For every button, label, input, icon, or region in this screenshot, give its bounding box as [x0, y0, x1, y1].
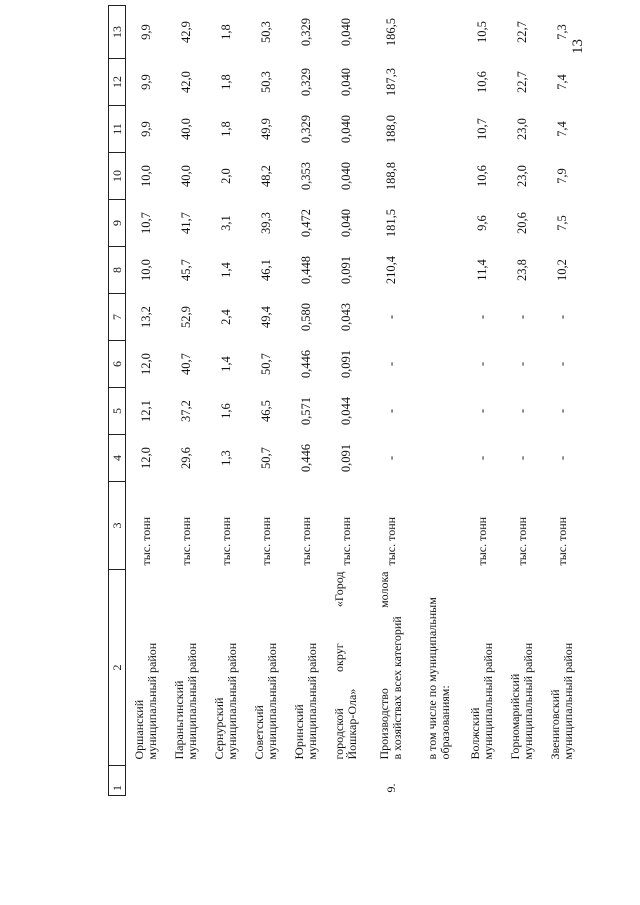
value-cell: 50,7 — [258, 447, 273, 469]
row-name-line1: Параньгинский — [172, 680, 186, 760]
unit-cell — [416, 482, 462, 570]
row-name-cell — [542, 570, 582, 766]
value-cell: 42,9 — [178, 21, 193, 43]
value-cell — [416, 341, 462, 388]
value-cell — [416, 200, 462, 247]
row-name-line2: муниципальный район — [185, 642, 199, 760]
value-cell: 0,040 — [338, 114, 353, 144]
value-cell: 10,5 — [474, 21, 489, 43]
row-name-line2: муниципальный район — [481, 642, 495, 760]
value-cell: 0,448 — [298, 255, 313, 285]
value-cell: 23,8 — [514, 259, 529, 281]
row-name-line2: муниципальный район — [305, 642, 319, 760]
value-cell: 10,7 — [474, 118, 489, 140]
value-cell: - — [554, 408, 569, 414]
value-cell: 210,4 — [383, 255, 398, 285]
value-cell: 187,3 — [383, 67, 398, 97]
row-name-cell — [126, 570, 167, 766]
value-cell: - — [474, 455, 489, 461]
value-cell: 40,0 — [178, 165, 193, 187]
row-name-line1: Звениговский — [548, 689, 562, 760]
value-cell: 11,4 — [474, 259, 489, 281]
value-cell: - — [514, 455, 529, 461]
value-cell: 39,3 — [258, 212, 273, 234]
value-cell: 3,1 — [218, 215, 233, 231]
value-cell: 10,7 — [138, 212, 153, 234]
value-cell: - — [383, 408, 398, 414]
header-cell: 7 — [109, 294, 126, 341]
value-cell: 0,040 — [338, 161, 353, 191]
row-name-cell — [206, 570, 246, 766]
header-row — [109, 6, 126, 796]
row-index-cell — [286, 766, 326, 796]
value-cell: 7,3 — [554, 24, 569, 40]
row-name-line1: Волжский — [468, 707, 482, 760]
row-name-cell — [246, 570, 286, 766]
value-cell: 50,3 — [258, 21, 273, 43]
header-cell: 3 — [109, 482, 126, 570]
row-name-cell — [366, 570, 416, 766]
value-cell: 9,6 — [474, 215, 489, 231]
value-cell: - — [383, 361, 398, 367]
row-index-cell — [462, 766, 502, 796]
value-cell: 52,9 — [178, 306, 193, 328]
value-cell: 10,0 — [138, 259, 153, 281]
value-cell: 46,5 — [258, 400, 273, 422]
value-cell: 2,4 — [218, 309, 233, 325]
table-row — [502, 6, 542, 796]
value-cell: 0,040 — [338, 67, 353, 97]
value-cell: 9,9 — [138, 24, 153, 40]
value-cell — [416, 6, 462, 59]
value-cell — [416, 59, 462, 106]
value-cell: 181,5 — [383, 208, 398, 238]
value-cell: 1,3 — [218, 450, 233, 466]
value-cell — [416, 106, 462, 153]
value-cell: 48,2 — [258, 165, 273, 187]
value-cell: 7,9 — [554, 168, 569, 184]
header-cell: 13 — [109, 6, 126, 59]
row-name-cell — [416, 570, 462, 766]
value-cell: 50,3 — [258, 71, 273, 93]
value-cell: 2,0 — [218, 168, 233, 184]
header-cell: 8 — [109, 247, 126, 294]
unit-cell: тыс. тонн — [383, 516, 398, 566]
table-body — [126, 6, 583, 796]
unit-cell: тыс. тонн — [474, 516, 489, 566]
value-cell: - — [474, 361, 489, 367]
value-cell: 0,329 — [298, 67, 313, 97]
value-cell — [416, 153, 462, 200]
row-index-cell — [126, 766, 167, 796]
value-cell: 10,2 — [554, 259, 569, 281]
value-cell: 1,4 — [218, 262, 233, 278]
value-cell: 188,0 — [383, 114, 398, 144]
value-cell — [416, 435, 462, 482]
header-cell: 1 — [109, 766, 126, 796]
value-cell: 20,6 — [514, 212, 529, 234]
value-cell: 1,4 — [218, 356, 233, 372]
value-cell: 1,6 — [218, 403, 233, 419]
value-cell: 42,0 — [178, 71, 193, 93]
unit-cell: тыс. тонн — [338, 516, 353, 566]
row-name-line2: муниципальный район — [561, 642, 575, 760]
value-cell: 37,2 — [178, 400, 193, 422]
value-cell: 10,0 — [138, 165, 153, 187]
rotated-table-wrapper — [108, 6, 575, 796]
unit-cell: тыс. тонн — [218, 516, 233, 566]
value-cell: 0,446 — [298, 349, 313, 379]
row-name-word: Производство — [377, 688, 391, 760]
value-cell: 46,1 — [258, 259, 273, 281]
value-cell: 0,091 — [338, 443, 353, 473]
unit-cell: тыс. тонн — [554, 516, 569, 566]
row-name-cell — [326, 570, 366, 766]
value-cell: 0,091 — [338, 349, 353, 379]
table-row — [326, 6, 366, 796]
value-cell: 0,571 — [298, 396, 313, 426]
value-cell: 13,2 — [138, 306, 153, 328]
value-cell: 23,0 — [514, 118, 529, 140]
unit-cell: тыс. тонн — [514, 516, 529, 566]
row-index-cell — [246, 766, 286, 796]
unit-cell: тыс. тонн — [178, 516, 193, 566]
unit-cell: тыс. тонн — [138, 516, 153, 566]
row-name-word: «Город — [332, 571, 346, 608]
row-name-line2: Йошкар-Ола» — [345, 688, 359, 760]
row-name-line2: в хозяйствах всех категорий — [390, 616, 404, 760]
row-name-cell — [502, 570, 542, 766]
header-cell: 11 — [109, 106, 126, 153]
value-cell: 41,7 — [178, 212, 193, 234]
value-cell: 188,8 — [383, 161, 398, 191]
value-cell: 23,0 — [514, 165, 529, 187]
value-cell: 7,5 — [554, 215, 569, 231]
value-cell: 12,1 — [138, 400, 153, 422]
value-cell: - — [554, 455, 569, 461]
row-index-cell — [326, 766, 366, 796]
header-cell: 2 — [109, 570, 126, 766]
row-index-cell — [416, 766, 462, 796]
table-row — [246, 6, 286, 796]
value-cell: 0,040 — [338, 208, 353, 238]
value-cell: 7,4 — [554, 121, 569, 137]
value-cell: 10,6 — [474, 71, 489, 93]
value-cell: 12,0 — [138, 447, 153, 469]
value-cell: 1,8 — [218, 121, 233, 137]
row-name-line1: Оршанский — [132, 699, 146, 760]
header-cell: 5 — [109, 388, 126, 435]
value-cell: 0,446 — [298, 443, 313, 473]
row-name-word: округ — [332, 643, 346, 672]
value-cell: 40,0 — [178, 118, 193, 140]
table-row — [462, 6, 502, 796]
value-cell: 50,7 — [258, 353, 273, 375]
value-cell: 29,6 — [178, 447, 193, 469]
value-cell: - — [514, 361, 529, 367]
row-index-cell — [502, 766, 542, 796]
value-cell: 0,040 — [338, 17, 353, 47]
value-cell — [416, 247, 462, 294]
value-cell: - — [474, 408, 489, 414]
value-cell: 10,6 — [474, 165, 489, 187]
table-row — [416, 6, 462, 796]
value-cell: 22,7 — [514, 21, 529, 43]
value-cell — [416, 388, 462, 435]
row-name-line1: Советский — [252, 705, 266, 760]
row-name-line1: в том числе по муниципальным — [425, 597, 439, 760]
header-cell: 6 — [109, 341, 126, 388]
table-row — [366, 6, 416, 796]
row-index-cell — [166, 766, 206, 796]
value-cell: - — [514, 408, 529, 414]
value-cell: 22,7 — [514, 71, 529, 93]
table-row — [286, 6, 326, 796]
value-cell: 1,8 — [218, 24, 233, 40]
value-cell: 12,0 — [138, 353, 153, 375]
header-cell: 4 — [109, 435, 126, 482]
unit-cell: тыс. тонн — [298, 516, 313, 566]
table-row — [206, 6, 246, 796]
row-name-line2: муниципальный район — [145, 642, 159, 760]
unit-cell: тыс. тонн — [258, 516, 273, 566]
row-index-cell: 9. — [383, 783, 398, 793]
value-cell: 0,329 — [298, 17, 313, 47]
value-cell: 0,043 — [338, 302, 353, 332]
page-number: 13 — [570, 39, 586, 54]
value-cell: 0,472 — [298, 208, 313, 238]
row-name-word: городской — [332, 708, 346, 760]
value-cell: 0,353 — [298, 161, 313, 191]
header-cell: 12 — [109, 59, 126, 106]
table-row — [542, 6, 582, 796]
value-cell: 9,9 — [138, 121, 153, 137]
data-table — [108, 5, 582, 796]
row-name-cell — [166, 570, 206, 766]
row-index-cell — [542, 766, 582, 796]
value-cell: - — [514, 314, 529, 320]
row-name-line2: муниципальный район — [521, 642, 535, 760]
value-cell: 0,329 — [298, 114, 313, 144]
value-cell: 186,5 — [383, 17, 398, 47]
row-name-line2: муниципальный район — [225, 642, 239, 760]
value-cell: 9,9 — [138, 74, 153, 90]
value-cell: 0,091 — [338, 255, 353, 285]
row-name-cell — [462, 570, 502, 766]
value-cell: - — [383, 314, 398, 320]
value-cell: - — [383, 455, 398, 461]
table-row — [166, 6, 206, 796]
value-cell: 1,8 — [218, 74, 233, 90]
value-cell: - — [474, 314, 489, 320]
table-row — [126, 6, 167, 796]
row-name-cell — [286, 570, 326, 766]
row-name-line1: Сернурский — [212, 697, 226, 760]
value-cell: - — [554, 314, 569, 320]
value-cell: 0,580 — [298, 302, 313, 332]
row-index-cell — [206, 766, 246, 796]
row-name-word: молока — [377, 571, 391, 608]
value-cell: 49,4 — [258, 306, 273, 328]
row-name-line2: образованиям: — [438, 685, 452, 760]
value-cell: 0,044 — [338, 396, 353, 426]
row-name-line2: муниципальный район — [265, 642, 279, 760]
row-name-line1: Горномарийский — [508, 673, 522, 760]
value-cell: 40,7 — [178, 353, 193, 375]
value-cell — [416, 294, 462, 341]
header-cell: 9 — [109, 200, 126, 247]
header-cell: 10 — [109, 153, 126, 200]
row-name-line1: Юринский — [292, 704, 306, 760]
value-cell: 7,4 — [554, 74, 569, 90]
value-cell: - — [554, 361, 569, 367]
value-cell: 49,9 — [258, 118, 273, 140]
value-cell: 45,7 — [178, 259, 193, 281]
